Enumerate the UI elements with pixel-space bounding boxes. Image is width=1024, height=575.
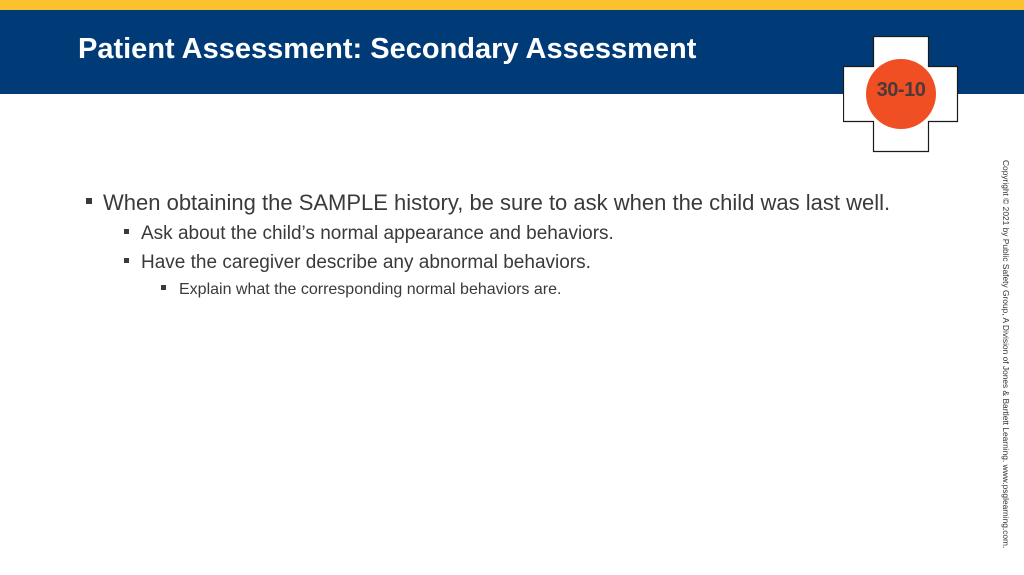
bullet-text: Explain what the corresponding normal behaviors are. <box>179 281 562 298</box>
bullet-level-3 <box>161 281 561 299</box>
bullet-level-2 <box>124 223 614 245</box>
copyright-notice: Copyright © 2021 by Public Safety Group, A Division of Jones & Bartlett Learning. www.psglearning.com. <box>1001 160 1011 549</box>
square-bullet-icon <box>124 229 129 234</box>
square-bullet-icon <box>86 198 92 204</box>
bullet-level-2 <box>124 252 591 274</box>
bullet-text: Have the caregiver describe any abnormal behaviors. <box>141 252 591 273</box>
slide-title: Patient Assessment: Secondary Assessment <box>78 33 697 65</box>
bullet-level-1 <box>86 190 890 216</box>
top-accent-stripe <box>0 0 1024 10</box>
bullet-text: Ask about the child’s normal appearance and behaviors. <box>141 223 614 244</box>
bullet-text: When obtaining the SAMPLE history, be sure to ask when the child was last well. <box>103 190 891 215</box>
square-bullet-icon <box>161 285 166 290</box>
slide-number: 30-10 <box>876 79 926 101</box>
square-bullet-icon <box>124 258 129 263</box>
